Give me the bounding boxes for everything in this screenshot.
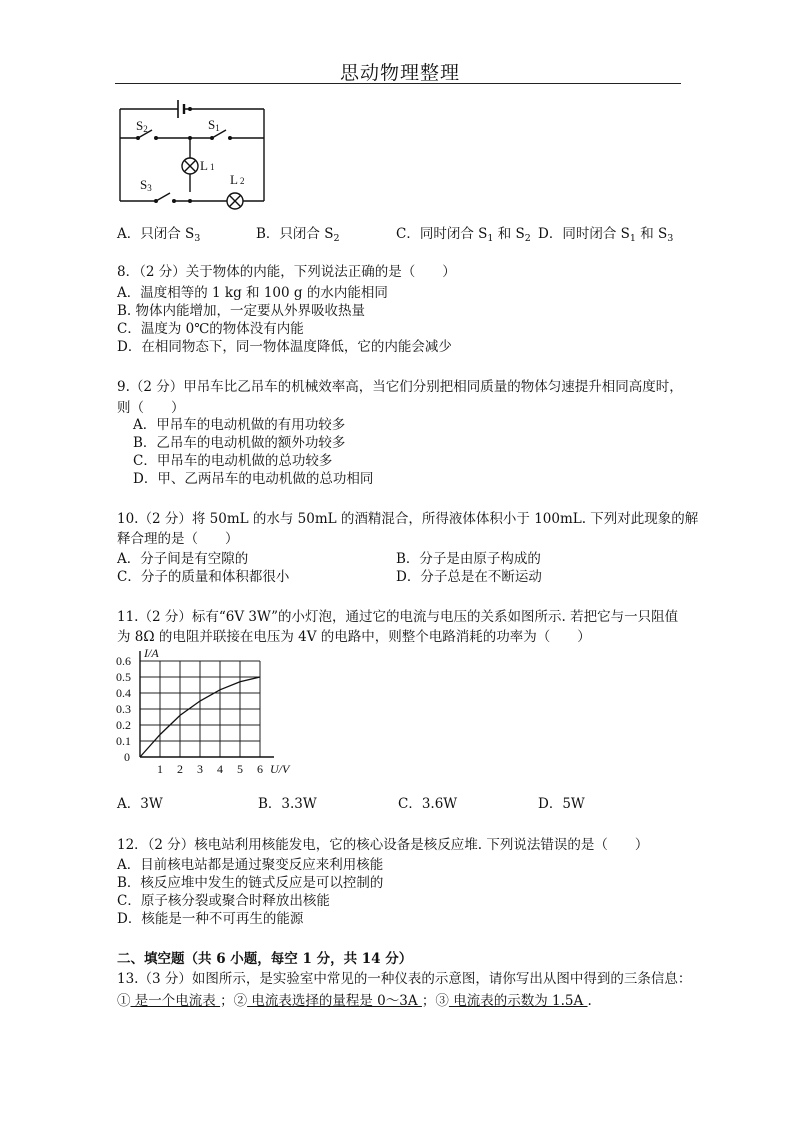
x-tick-label: 5	[237, 762, 243, 776]
q10-option-d: D．分子总是在不断运动	[396, 569, 542, 585]
section-title-fill-in: 二、填空题（共 6 小题，每空 1 分，共 14 分）	[117, 951, 413, 967]
y-tick-label: 0.2	[116, 718, 131, 732]
q11-option-a: A．3W	[117, 796, 163, 812]
q13-answer-3: 电流表的示数为 1.5A	[448, 993, 588, 1009]
q11-stem-line2: 为 8Ω 的电阻并联接在电压为 4V 的电路中，则整个电路消耗的功率为（ ）	[117, 629, 591, 645]
switch-s3-blade	[156, 193, 170, 201]
y-axis-label: I/A	[144, 646, 159, 660]
q13-answers	[117, 992, 592, 1010]
q8-option-a: A．温度相等的 1 kg 和 100 g 的水内能相同	[117, 285, 388, 301]
label-s3: S3	[140, 177, 152, 193]
x-tick-label: 4	[217, 762, 223, 776]
q12-option-a: A．目前核电站都是通过聚变反应来利用核能	[117, 857, 384, 873]
q13-sep-1: ；②	[220, 993, 248, 1009]
y-tick-label: 0.4	[116, 686, 131, 700]
q12-option-d: D．核能是一种不可再生的能源	[117, 911, 304, 927]
q9-option-b: B．乙吊车的电动机做的额外功较多	[133, 435, 346, 451]
q10-option-a: A．分子间是有空隙的	[117, 551, 249, 567]
x-tick-label: 2	[177, 762, 183, 776]
q9-option-d: D．甲、乙两吊车的电动机做的总功相同	[133, 471, 374, 487]
label-l2: L 2	[230, 172, 245, 187]
y-tick-label: 0.5	[116, 670, 131, 684]
q9-stem-line2: 则（ ）	[117, 400, 185, 416]
origin-label: 0	[124, 750, 130, 764]
q13-answer-1: 是一个电流表	[130, 993, 221, 1009]
q8-option-b: B. 物体内能增加，一定要从外界吸收热量	[117, 303, 366, 319]
q10-option-c: C．分子的质量和体积都很小	[117, 569, 290, 585]
q13-end: .	[587, 993, 592, 1009]
circuit-diagram	[112, 96, 272, 212]
y-tick-label: 0.6	[116, 654, 131, 668]
label-l1: L 1	[200, 158, 215, 173]
x-axis-label: U/V	[270, 762, 290, 776]
q9-option-c: C．甲吊车的电动机做的总功较多	[133, 453, 333, 469]
q12-option-b: B．核反应堆中发生的链式反应是可以控制的	[117, 875, 384, 891]
q9-stem-line1: 9.（2 分）甲吊车比乙吊车的机械效率高，当它们分别把相同质量的物体匀速提升相同高度时，	[117, 379, 683, 395]
q13-answer-2: 电流表选择的量程是 0～3A	[247, 993, 422, 1009]
q7-option-d: D．同时闭合 $S_1$ 和 $S_3$	[538, 226, 674, 244]
x-tick-label: 3	[197, 762, 203, 776]
label-s1: S1	[208, 117, 220, 133]
q13-sep-2: ；③	[421, 993, 449, 1009]
q13-marker-1: ①	[117, 993, 131, 1009]
q11-option-d: D．5W	[538, 796, 585, 812]
header-rule	[115, 83, 681, 84]
q7-option-a: A．只闭合 $S_3$	[117, 226, 201, 244]
q7-option-b: B．只闭合 $S_2$	[256, 226, 340, 244]
y-tick-label: 0.3	[116, 702, 131, 716]
q8-stem: 8．（2 分）关于物体的内能，下列说法正确的是（ ）	[117, 264, 456, 280]
q10-stem-line2: 释合理的是（ ）	[117, 531, 239, 547]
iu-chart	[112, 645, 292, 780]
label-s2: S2	[136, 118, 148, 134]
q11-option-c: C．3.6W	[398, 796, 458, 812]
page-header-title: 思动物理整理	[339, 62, 460, 84]
q7-option-c: C．同时闭合 $S_1$ 和 $S_2$	[396, 226, 531, 244]
q12-option-c: C．原子核分裂或聚合时释放出核能	[117, 893, 330, 909]
q12-stem: 12．（2 分）核电站利用核能发电，它的核心设备是核反应堆. 下列说法错误的是（ ）	[117, 837, 649, 853]
q10-stem-line1: 10.（2 分）将 50mL 的水与 50mL 的酒精混合，所得液体体积小于 100mL. 下列对此现象的解	[117, 511, 699, 527]
q11-stem-line1: 11.（2 分）标有“6V 3W”的小灯泡，通过它的电流与电压的关系如图所示. 若把它与一只阻值	[117, 609, 679, 625]
q9-option-a: A．甲吊车的电动机做的有用功较多	[133, 417, 346, 433]
x-tick-label: 6	[257, 762, 263, 776]
q8-option-c: C．温度为 0℃的物体没有内能	[117, 321, 304, 337]
q8-option-d: D．在相同物态下，同一物体温度降低，它的内能会减少	[117, 339, 452, 355]
q10-option-b: B．分子是由原子构成的	[396, 551, 541, 567]
x-tick-label: 1	[157, 762, 163, 776]
q11-option-b: B．3.3W	[258, 796, 317, 812]
q13-stem: 13.（3 分）如图所示，是实验室中常见的一种仪表的示意图，请你写出从图中得到的三条信息：	[117, 971, 692, 987]
y-tick-label: 0.1	[116, 734, 131, 748]
